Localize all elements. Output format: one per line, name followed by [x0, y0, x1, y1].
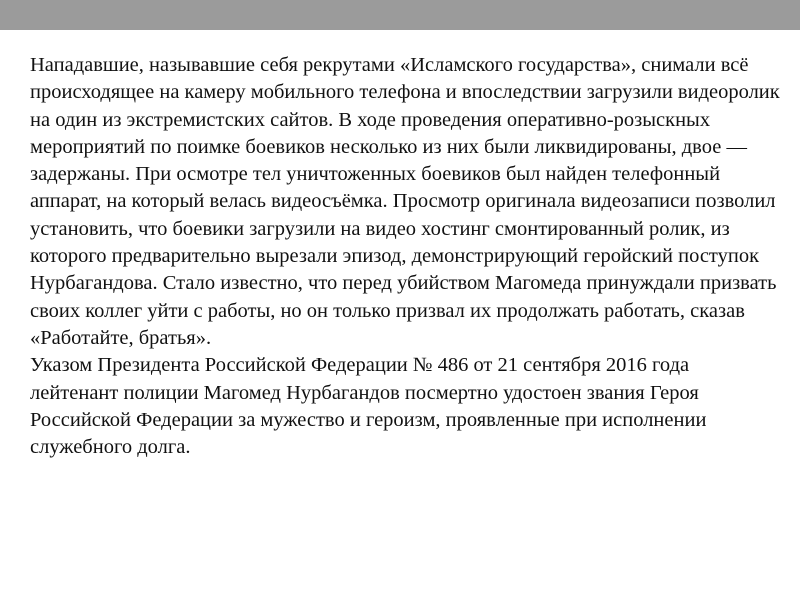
paragraph-attack-account: Нападавшие, называвшие себя рекрутами «Исламского государства», снимали всё происходящее на камеру мобильного телефона и впоследствии загрузили видеоролик на один из экстремистских сайтов. В ходе проведения оперативно-розыскных мероприятий по поимке боевиков несколько из них были ликвидированы, двое — задержаны. При осмотре тел уничтоженных боевиков был найден телефонный аппарат, на который велась видеосъёмка. Просмотр оригинала видеозаписи позволил установить, что боевики загрузили на видео хостинг смонтированный ролик, из которого предварительно вырезали эпизод, демонстрирующий геройский поступок Нурбагандова. Стало известно, что перед убийством Магомеда принуждали призвать своих коллег уйти с работы, но он только призвал их продолжать работать, сказав «Работайте, братья».: [30, 54, 780, 349]
top-bar: [0, 0, 800, 30]
slide-body-text: [30, 52, 780, 461]
paragraph-decree: Указом Президента Российской Федерации № 486 от 21 сентября 2016 года лейтенант полиции Магомед Нурбагандов посмертно удостоен звания Героя Российской Федерации за мужество и героизм, проявленные при исполнении служебного долга.: [30, 354, 707, 459]
